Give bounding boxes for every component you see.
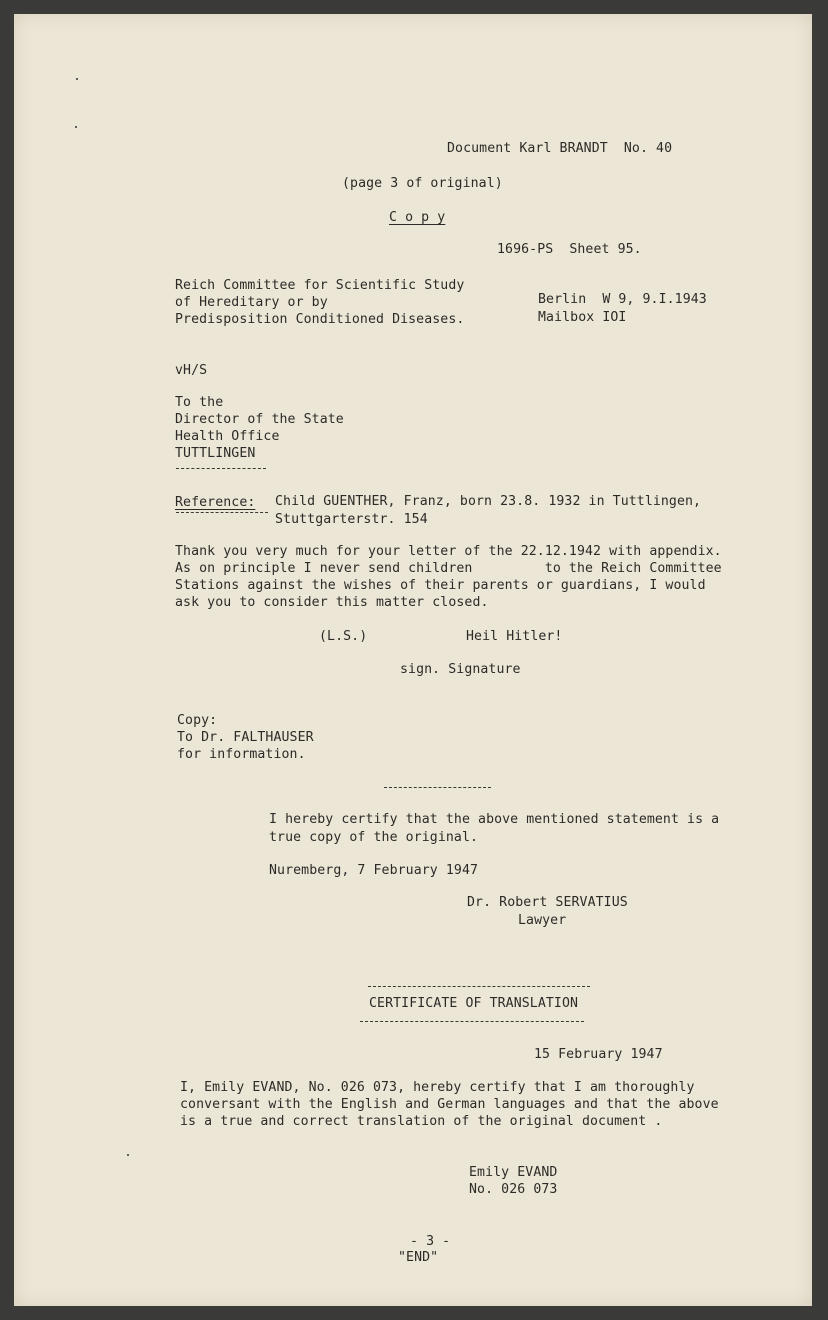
recipient-line: To the xyxy=(175,395,224,410)
copy-to-line: To Dr. FALTHAUSER xyxy=(177,730,314,745)
certify-line: true copy of the original. xyxy=(269,830,479,845)
paper-speck xyxy=(76,78,78,80)
sender-line: Predisposition Conditioned Diseases. xyxy=(175,312,465,327)
translation-line: is a true and correct translation of the original document . xyxy=(180,1114,663,1129)
document-reference: Document Karl BRANDT No. 40 xyxy=(447,141,673,156)
copy-to-line: for information. xyxy=(177,747,306,762)
page-note: (page 3 of original) xyxy=(342,176,503,191)
copy-title: C o p y xyxy=(389,210,446,225)
signed-line: sign. Signature xyxy=(400,662,521,677)
cert-translation-title: CERTIFICATE OF TRANSLATION xyxy=(369,996,579,1011)
translation-line: I, Emily EVAND, No. 026 073, hereby certify that I am thoroughly xyxy=(180,1080,695,1095)
lawyer-title: Lawyer xyxy=(518,913,567,928)
recipient-line: TUTTLINGEN xyxy=(175,446,256,461)
paper-speck xyxy=(75,126,77,128)
closing: Heil Hitler! xyxy=(466,629,563,644)
cert-title-underline xyxy=(360,1021,584,1022)
sender-line: Reich Committee for Scientific Study xyxy=(175,278,465,293)
recipient-line: Health Office xyxy=(175,429,280,444)
section-divider xyxy=(384,787,491,788)
reference-label: Reference: xyxy=(175,495,256,510)
end-marker: "END" xyxy=(398,1250,439,1265)
body-line: As on principle I never send children to the Reich Committee xyxy=(175,561,722,576)
paper-speck xyxy=(127,1154,129,1156)
recipient-underline xyxy=(176,468,266,469)
sheet-reference: 1696-PS Sheet 95. xyxy=(497,242,642,257)
sender-line: of Hereditary or by xyxy=(175,295,328,310)
body-line: Thank you very much for your letter of the 22.12.1942 with appendix. xyxy=(175,544,722,559)
translation-line: conversant with the English and German languages and that the above xyxy=(180,1097,719,1112)
page-number: - 3 - xyxy=(410,1234,451,1249)
seal-note: (L.S.) xyxy=(319,629,368,644)
translation-date: 15 February 1947 xyxy=(534,1047,663,1062)
copy-to-line: Copy: xyxy=(177,713,218,728)
body-line: Stations against the wishes of their parents or guardians, I would xyxy=(175,578,706,593)
certify-line: I hereby certify that the above mentioned statement is a xyxy=(269,812,720,827)
recipient-line: Director of the State xyxy=(175,412,344,427)
reference-line: Stuttgarterstr. 154 xyxy=(275,512,428,527)
reference-underline xyxy=(176,512,268,513)
initials: vH/S xyxy=(175,363,208,378)
body-line: ask you to consider this matter closed. xyxy=(175,595,489,610)
lawyer-name: Dr. Robert SERVATIUS xyxy=(467,895,628,910)
cert-title-overline xyxy=(368,986,590,987)
certify-date: Nuremberg, 7 February 1947 xyxy=(269,863,479,878)
translator-name: Emily EVAND xyxy=(469,1165,558,1180)
reference-line: Child GUENTHER, Franz, born 23.8. 1932 in Tuttlingen, xyxy=(275,494,702,509)
translator-number: No. 026 073 xyxy=(469,1182,558,1197)
place-date: Berlin W 9, 9.I.1943 xyxy=(538,292,707,307)
mailbox: Mailbox IOI xyxy=(538,310,627,325)
